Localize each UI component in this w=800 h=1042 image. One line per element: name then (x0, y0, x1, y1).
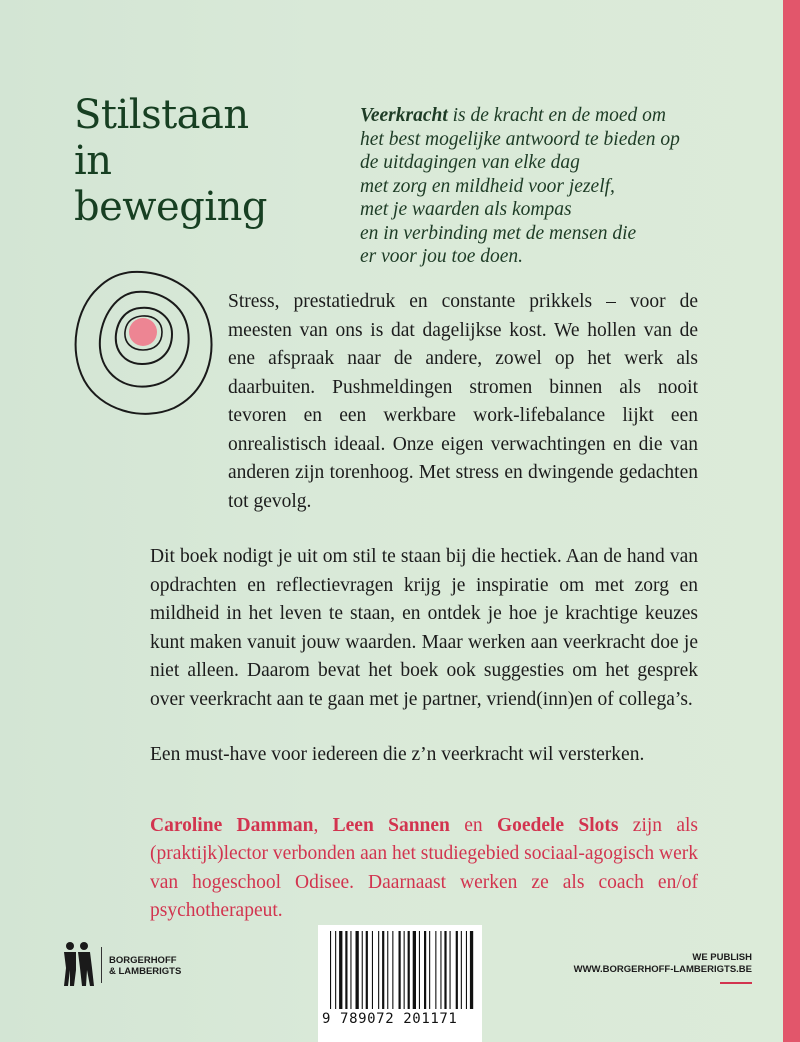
author-bio (150, 812, 698, 926)
quote-keyword: Veerkracht (360, 105, 448, 126)
barcode-bar (429, 931, 430, 1009)
blurb-paragraph-1: Stress, prestatiedruk en constante prikkels – voor de meesten van ons is dat dagelijkse kost. We hollen van de ene afspraak naar de andere, zowel op het werk als daarbuiten. Pushmeldingen stromen binnen als nooit tevoren en een werkbare work-lifebalance lijkt een onrealistisch ideaal. Onze eigen verwachtingen en die van anderen zijn torenhoog. Met stress en dwingende gedachten tot gevolg. (228, 291, 698, 512)
barcode-bar (335, 931, 336, 1009)
barcode-bar (356, 931, 359, 1009)
publisher-name (109, 955, 181, 977)
publisher-logo-icon (58, 940, 98, 988)
quote-line-4: met zorg en mildheid voor jezelf, (360, 175, 615, 197)
blurb (150, 288, 698, 953)
barcode-bar (345, 931, 347, 1009)
blurb-paragraph-3: Een must-have voor iedereen die z’n veerkracht wil versterken. (150, 744, 645, 765)
barcode-bar (424, 931, 426, 1009)
quote-line-1-rest: is de kracht en de moed om (447, 105, 666, 126)
barcode-bar (350, 931, 351, 1009)
quote-line-7: er voor jou toe doen. (360, 246, 524, 267)
barcode-bar (399, 931, 401, 1009)
barcode-bar (339, 931, 342, 1009)
author-name-3: Goedele Slots (496, 814, 619, 836)
barcode-bar (413, 931, 416, 1009)
barcode-bar (362, 931, 363, 1009)
website-underline (720, 982, 752, 984)
barcode-bar (466, 931, 467, 1009)
quote-line-3: de uitdagingen van elke dag (360, 152, 580, 173)
barcode-bar (440, 931, 441, 1009)
barcode-bar (330, 931, 331, 1009)
barcode-bar (419, 931, 420, 1009)
barcode-bar (470, 931, 473, 1009)
barcode-bar (461, 931, 462, 1009)
title-line-1: Stilstaan (74, 92, 249, 138)
barcode-bar (450, 931, 451, 1009)
quote-line-5: met je waarden als kompas (360, 199, 572, 220)
barcode-bar (387, 931, 388, 1009)
spine-strip (783, 0, 800, 1042)
publisher-tagline: WE PUBLISH (692, 952, 752, 963)
barcode-bar (392, 931, 393, 1009)
blurb-paragraph-2: Dit boek nodigt je uit om stil te staan bij die hectiek. Aan de hand van opdrachten en reflectievragen krijg je inspiratie om met zorg en mildheid in het leven te staan, en ontdek je hoe je krachtige keuzes kunt maken vanuit jouw waarden. Maar werken aan veerkracht doe je niet alleen. Daarom bevat het boek ook suggesties om het gesprek over veerkracht aan te gaan met je partner, vriend(inn)en of collega’s. (150, 546, 698, 710)
barcode-bar (382, 931, 384, 1009)
barcode (318, 925, 482, 1042)
barcode-bar (404, 931, 405, 1009)
title-line-3: beweging (74, 184, 267, 230)
author-sep-1: , (313, 814, 333, 836)
author-name-2: Leen Sannen (332, 814, 450, 836)
barcode-bar (366, 931, 368, 1009)
barcode-bars (318, 925, 482, 1015)
publisher-web (574, 952, 752, 976)
title-line-2: in (74, 138, 112, 184)
barcode-bar (408, 931, 410, 1009)
author-bio-rest: zijn als (praktijk)lector verbonden aan het studiegebied sociaal-agogisch werk van hogeschool Odisee. Daarnaast werken ze als coach en/of psychotherapeut. (150, 814, 699, 921)
publisher-website-link[interactable]: WWW.BORGERHOFF-LAMBERIGTS.BE (573, 964, 752, 975)
quote-line-6: en in verbinding met de mensen die (360, 222, 637, 244)
quote-line-1 (360, 104, 780, 128)
publisher-divider (101, 947, 102, 983)
barcode-bar (444, 931, 446, 1009)
quote-line-2: het best mogelijke antwoord te bieden op (360, 128, 680, 150)
author-name-1: Caroline Damman (150, 814, 314, 836)
ean-number: 9 789072 201171 (322, 1011, 458, 1027)
barcode-bar (372, 931, 373, 1009)
author-sep-2: en (449, 814, 497, 836)
book-title (74, 92, 267, 230)
barcode-bar (456, 931, 458, 1009)
publisher-name-line-1: BORGERHOFF (109, 955, 177, 966)
barcode-bar (378, 931, 379, 1009)
barcode-bar (435, 931, 436, 1009)
publisher-name-line-2: & LAMBERIGTS (109, 966, 182, 977)
definition-quote (360, 104, 780, 269)
